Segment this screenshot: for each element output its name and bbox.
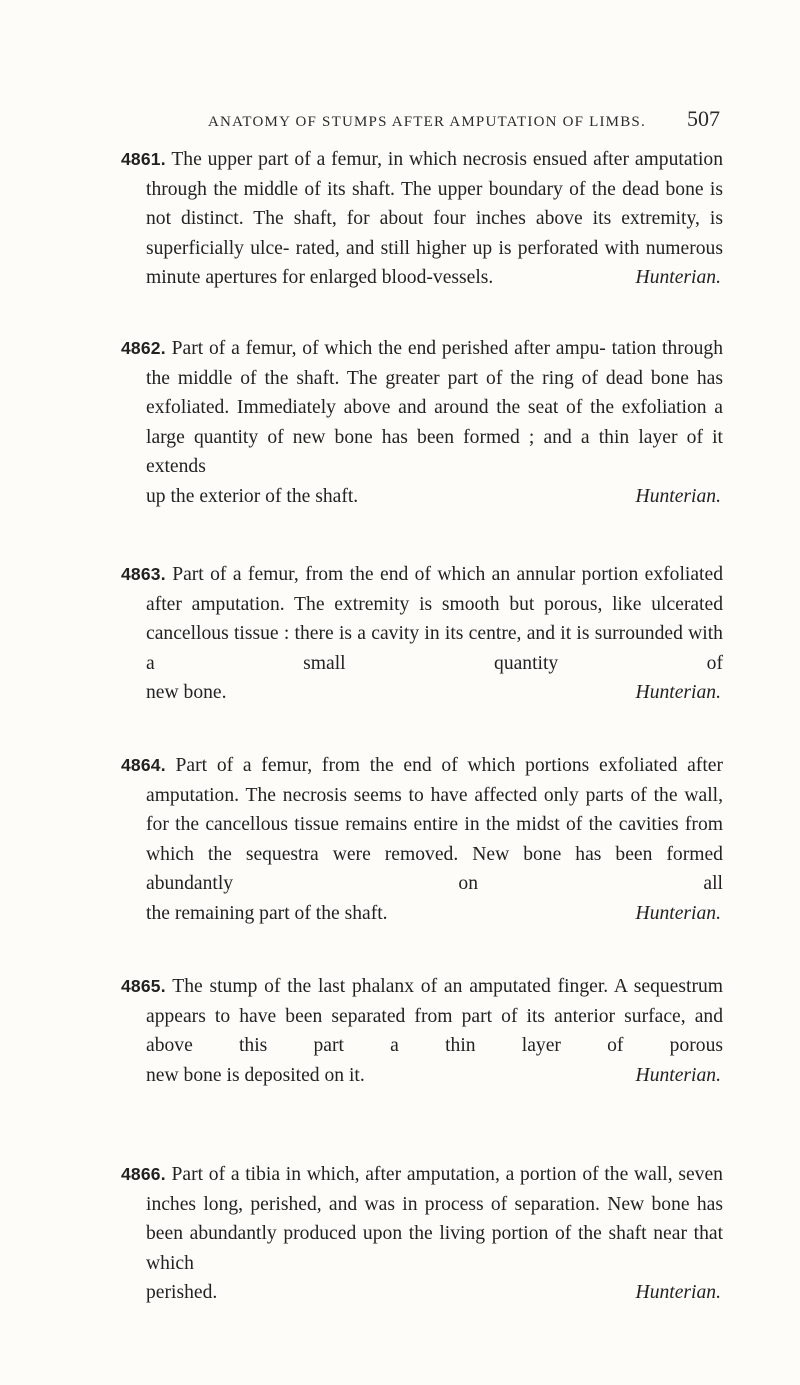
- collection-source: Hunterian.: [635, 682, 721, 704]
- entry-final-line: [121, 1278, 723, 1308]
- collection-source: Hunterian.: [635, 267, 721, 289]
- running-title: ANATOMY OF STUMPS AFTER AMPUTATION OF LIMBS.: [208, 114, 646, 130]
- entry-number: 4862.: [121, 338, 166, 358]
- entry-text-line: wall, seven inches long, perished, and was in process of: [146, 1164, 723, 1215]
- entry-text-line: sequestrum appears to have been separated from part of its: [146, 976, 724, 1027]
- entry-text-line: the midst of the cavities from which the sequestra were: [146, 814, 723, 865]
- entry-number: 4865.: [121, 976, 166, 996]
- entry-text-line: minute apertures for enlarged blood-vessels.: [146, 267, 494, 289]
- entry-text-line: in its centre, and it is surrounded with a small quantity of: [146, 623, 723, 674]
- entry-text-line: above and around the seat of the exfoliation a large quantity: [146, 397, 723, 448]
- entry-number: 4861.: [121, 149, 166, 169]
- entry-final-line: [121, 1061, 723, 1091]
- entry-text-line: porous, like ulcerated cancellous tissue : there is a cavity: [146, 593, 723, 645]
- catalogue-entry: [121, 1160, 723, 1308]
- catalogue-entry: [121, 560, 723, 708]
- entry-text-line: new bone is deposited on it.: [146, 1064, 365, 1086]
- entry-text-line: amputation through the middle of its shaft. The upper: [146, 149, 723, 200]
- collection-source: Hunterian.: [635, 1282, 721, 1304]
- entry-final-line: [121, 482, 723, 512]
- entry-text-line: anterior surface, and above this part a thin layer of porous: [146, 1005, 723, 1057]
- entry-text-line: Part of a femur, from the end of which portions exfoliated: [175, 755, 678, 776]
- entry-text-line: parts of the wall, for the cancellous tissue remains entire in: [146, 784, 724, 836]
- entry-text-line: upon the living portion of the shaft near that which: [146, 1223, 724, 1274]
- entry-final-line: [121, 899, 723, 929]
- catalogue-entry: [121, 751, 723, 929]
- entry-text-line: exfoliated after amputation. The extremity is smooth but: [146, 564, 723, 615]
- running-header: [208, 106, 720, 136]
- entry-text-line: after amputation. The necrosis seems to have affected only: [146, 755, 723, 806]
- entry-number: 4863.: [121, 564, 166, 584]
- entry-text-line: removed. New bone has been formed abundantly on all: [146, 843, 723, 895]
- entry-text-line: Part of a tibia in which, after amputation, a portion of the: [171, 1164, 629, 1185]
- entry-text-line: Part of a femur, from the end of which an annular portion: [172, 564, 639, 585]
- entry-final-line: [121, 263, 723, 293]
- entry-text-line: rated, and still higher up is perforated with numerous: [295, 237, 723, 259]
- entry-text-line: Part of a femur, of which the end perished after ampu-: [171, 338, 606, 359]
- entry-text-line: separation. New bone has been abundantly produced: [146, 1193, 723, 1245]
- entry-text-line: tation through the middle of the shaft. The greater part: [146, 338, 724, 389]
- entry-final-line: [121, 678, 723, 708]
- entry-text-line: boundary of the dead bone is not distinct. The shaft, for: [146, 178, 724, 230]
- entry-number: 4866.: [121, 1164, 166, 1184]
- collection-source: Hunterian.: [635, 902, 721, 924]
- page-number: 507: [687, 106, 720, 131]
- entry-text-line: of the ring of dead bone has exfoliated. Immediately: [146, 367, 723, 419]
- entry-text-line: of new bone has been formed ; and a thin layer of it extends: [146, 426, 723, 478]
- entry-text-line: up the exterior of the shaft.: [146, 485, 359, 507]
- collection-source: Hunterian.: [635, 1064, 721, 1086]
- collection-source: Hunterian.: [635, 485, 721, 507]
- catalogue-entry: [121, 145, 723, 293]
- entry-text-line: The upper part of a femur, in which necrosis ensued after: [171, 149, 629, 170]
- entry-text-line: perished.: [146, 1282, 218, 1304]
- entry-text-line: about four inches above its extremity, is superficially ulce-: [146, 208, 723, 259]
- entry-text-line: the remaining part of the shaft.: [146, 902, 388, 924]
- entry-text-line: new bone.: [146, 682, 227, 704]
- catalogue-entry: [121, 972, 723, 1090]
- catalogue-entry: [121, 334, 723, 512]
- entry-text-line: The stump of the last phalanx of an amputated finger. A: [172, 976, 627, 997]
- entry-number: 4864.: [121, 755, 166, 775]
